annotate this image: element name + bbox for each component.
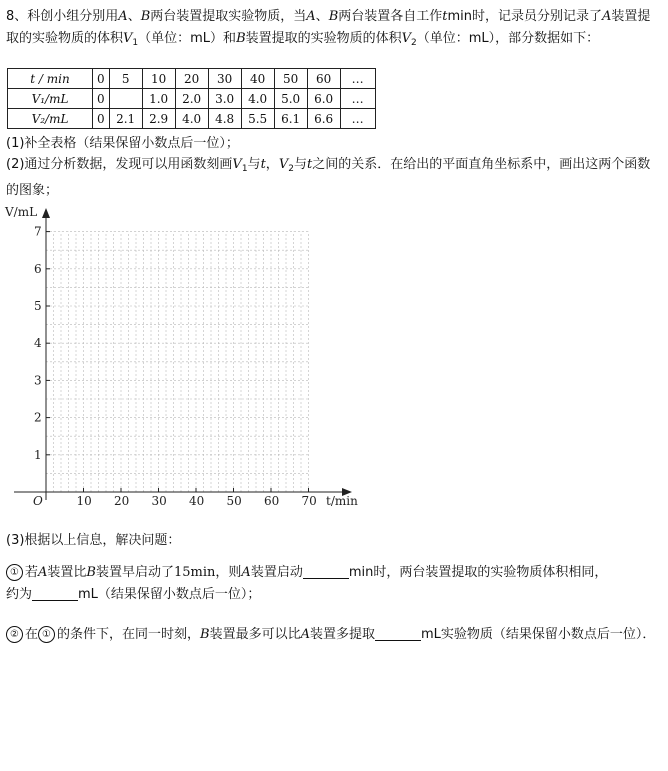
coordinate-plane [0, 200, 380, 518]
table-cell: 2.1 [109, 109, 142, 129]
answer-blank[interactable] [32, 586, 78, 601]
answer-blank[interactable] [303, 564, 349, 579]
circled-number-1: ① [6, 564, 23, 581]
table-cell: 50 [274, 69, 307, 89]
table-cell: … [340, 89, 375, 109]
table-cell: 40 [241, 69, 274, 89]
table-cell: 2.9 [142, 109, 175, 129]
question-2: (2)通过分析数据，发现可以用函数刻画$V_1$与t，$V_2$与t之间的关系．在给出的平面直角坐标系中，画出这两个函数的图象； [6, 157, 651, 198]
x-axis-label: t/min [326, 494, 358, 508]
table-cell: 0 [93, 69, 110, 89]
x-tick-label: 50 [226, 494, 242, 508]
table-cell: … [340, 69, 375, 89]
table-row [8, 109, 376, 129]
table-row-label: t / min [8, 69, 93, 89]
table-cell-blank [109, 89, 142, 109]
x-tick-label: 60 [264, 494, 280, 508]
table-cell: … [340, 109, 375, 129]
table-cell: 3.0 [208, 89, 241, 109]
x-tick-label: 30 [151, 494, 167, 508]
table-cell: 5.0 [274, 89, 307, 109]
table-cell: 5 [109, 69, 142, 89]
ticks [34, 225, 317, 508]
table-row-label: V₁/mL [8, 89, 93, 109]
question-3-part-2: ② 在 ① 的条件下，在同一时刻，B装置最多可以比A装置多提取 mL实验物质（结果保留小数点后一位）． [6, 624, 662, 646]
table-row-label: V₂/mL [8, 109, 93, 129]
problem-number: 8、 [6, 9, 28, 24]
y-tick-label: 3 [34, 373, 42, 388]
table-cell: 6.1 [274, 109, 307, 129]
table-cell: 0 [93, 109, 110, 129]
y-tick-label: 7 [34, 224, 42, 239]
table-cell: 4.0 [175, 109, 208, 129]
y-axis-label: V/mL [5, 205, 38, 219]
circled-number-2: ② [6, 626, 23, 643]
y-tick-label: 6 [34, 261, 42, 276]
y-axis-arrow [42, 208, 50, 218]
table-cell: 6.6 [307, 109, 340, 129]
question-3-part-1: ① 若A装置比B装置早启动了15min，则A装置启动 min时，两台装置提取的实验物质体积相同， 约为 mL（结果保留小数点后一位）； [6, 565, 608, 602]
x-tick-label: 20 [114, 494, 130, 508]
answer-blank[interactable] [375, 626, 421, 641]
x-tick-label: 40 [189, 494, 205, 508]
table-cell: 10 [142, 69, 175, 89]
y-tick-label: 1 [34, 447, 42, 462]
table-cell: 5.5 [241, 109, 274, 129]
table-cell: 30 [208, 69, 241, 89]
x-tick-label: 70 [301, 494, 317, 508]
x-tick-label: 10 [76, 494, 92, 508]
table-row [8, 69, 376, 89]
circled-number-1: ① [38, 626, 55, 643]
table-cell: 0 [93, 89, 110, 109]
question-3-title: (3)根据以上信息，解决问题： [6, 533, 181, 548]
grid [46, 232, 309, 492]
table-cell: 4.8 [208, 109, 241, 129]
problem-statement: 8、科创小组分别用A、B两台装置提取实验物质，当A、B两台装置各自工作tmin时，记录员分别记录了A装置提取的实验物质的体积$V_1$（单位：mL）和B装置提取的实验物质的体积$V_2$（单位：mL），部分数据如下： [6, 9, 651, 48]
data-table [7, 68, 376, 129]
table-cell: 6.0 [307, 89, 340, 109]
y-tick-label: 4 [34, 336, 42, 351]
origin-label: O [33, 494, 43, 508]
y-tick-label: 2 [34, 410, 42, 425]
table-cell: 4.0 [241, 89, 274, 109]
question-1: (1)补全表格（结果保留小数点后一位）； [6, 136, 239, 151]
table-cell: 20 [175, 69, 208, 89]
table-cell: 1.0 [142, 89, 175, 109]
table-cell: 2.0 [175, 89, 208, 109]
y-tick-label: 5 [34, 299, 42, 313]
table-row [8, 89, 376, 109]
table-cell: 60 [307, 69, 340, 89]
